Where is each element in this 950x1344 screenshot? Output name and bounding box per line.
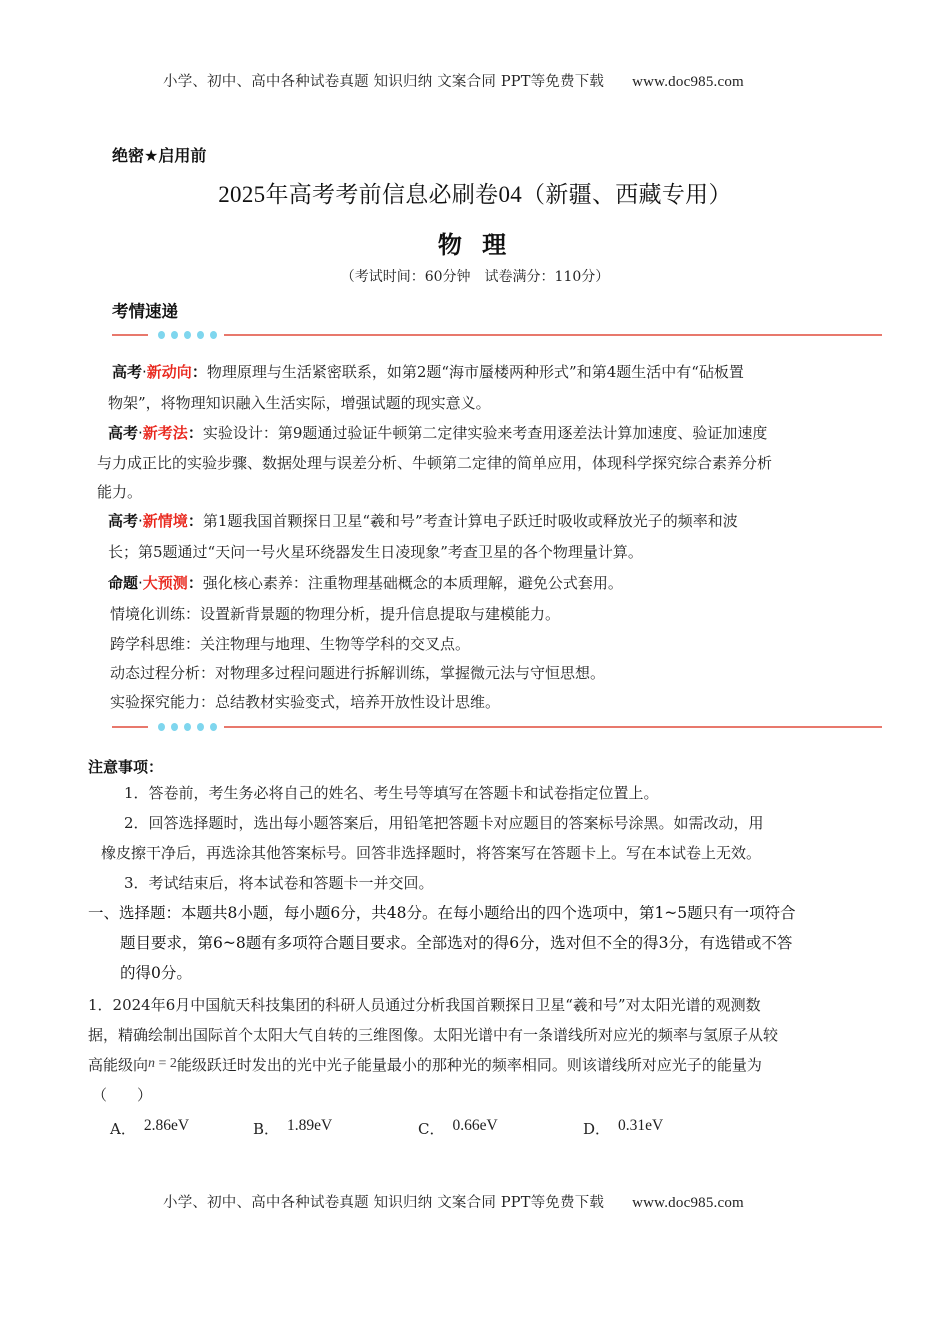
dot-icon	[158, 331, 165, 339]
decorative-divider-bottom	[112, 722, 882, 732]
divider-dots	[158, 723, 217, 731]
question-1-text: 高能级向n = 2能级跃迁时发出的光中光子能量最小的那种光的频率相同。则该谱线所对应光子的能量为	[88, 1056, 762, 1074]
briefing-item-new-scenario: 高考·新情境：第1题我国首颗探日卫星“羲和号”考查计算电子跃迁时吸收或释放光子的频率和波	[108, 512, 738, 530]
briefing-item-text: 能力。	[97, 483, 143, 501]
footer-url[interactable]: www.doc985.com	[632, 1195, 744, 1211]
dot-icon	[210, 331, 217, 339]
dot-icon	[171, 331, 178, 339]
briefing-heading: 考情速递	[112, 302, 178, 321]
note-line: 2．回答选择题时，选出每小题答案后，用铅笔把答题卡对应题目的答案标号涂黑。如需改动，用	[124, 814, 764, 832]
item-label: 命题·大预测：	[108, 574, 203, 592]
page-footer	[163, 1191, 744, 1212]
divider-line-long	[224, 334, 882, 336]
section-text: 的得0分。	[120, 964, 192, 982]
briefing-item-new-trend: 高考·新动向：物理原理与生活紧密联系，如第2题“海市蜃楼两种形式”和第4题生活中有“砧板置	[112, 363, 744, 381]
dot-icon	[158, 723, 165, 731]
note-line: 橡皮擦干净后，再选涂其他答案标号。回答非选择题时，将答案写在答题卡上。写在本试卷上无效。	[101, 844, 762, 862]
dot-icon	[184, 331, 191, 339]
secret-mark: 绝密★启用前	[112, 146, 207, 165]
option-b[interactable]: B． 1.89eV	[253, 1117, 333, 1138]
section-heading-choice: 一、选择题：本题共8小题，每小题6分，共48分。在每小题给出的四个选项中，第1~5题只有一项符合	[88, 904, 796, 922]
note-line: 3．考试结束后，将本试卷和答题卡一并交回。	[124, 874, 434, 892]
question-1-text: 据，精确绘制出国际首个太阳大气自转的三维图像。太阳光谱中有一条谱线所对应光的频率与氢原子从较	[88, 1026, 779, 1044]
option-d[interactable]: D． 0.31eV	[583, 1117, 664, 1138]
option-c[interactable]: C． 0.66eV	[418, 1117, 498, 1138]
divider-line-short	[112, 726, 148, 728]
item-label: 高考·新考法：	[108, 424, 203, 442]
option-a[interactable]: A． 2.86eV	[110, 1117, 190, 1138]
notes-title: 注意事项：	[88, 758, 164, 776]
divider-dots	[158, 331, 217, 339]
divider-line-short	[112, 334, 148, 336]
briefing-extra-line: 情境化训练：设置新背景题的物理分析，提升信息提取与建模能力。	[110, 605, 561, 623]
header-text: 小学、初中、高中各种试卷真题 知识归纳 文案合同 PPT等免费下载	[163, 74, 605, 90]
dot-icon	[171, 723, 178, 731]
decorative-divider-top	[112, 330, 882, 340]
note-line: 1．答卷前，考生务必将自己的姓名、考生号等填写在答题卡和试卷指定位置上。	[124, 784, 659, 802]
briefing-extra-line: 动态过程分析：对物理多过程问题进行拆解训练，掌握微元法与守恒思想。	[110, 664, 606, 682]
dot-icon	[197, 331, 204, 339]
math-expression: n = 2	[148, 1056, 177, 1071]
briefing-item-text: 物架”，将物理知识融入生活实际，增强试题的现实意义。	[108, 394, 491, 412]
footer-text: 小学、初中、高中各种试卷真题 知识归纳 文案合同 PPT等免费下载	[163, 1195, 605, 1211]
page-header	[163, 70, 744, 91]
briefing-extra-line: 实验探究能力：总结教材实验变式，培养开放性设计思维。	[110, 693, 501, 711]
dot-icon	[210, 723, 217, 731]
briefing-item-text: 与力成正比的实验步骤、数据处理与误差分析、牛顿第二定律的简单应用，体现科学探究综合素养分析	[97, 454, 773, 472]
answer-blank: （ ）	[92, 1086, 153, 1104]
item-label: 高考·新动向：	[112, 363, 207, 381]
subject-title: 物 理	[437, 231, 513, 259]
briefing-item-text: 长；第5题通过“天问一号火星环绕器发生日凌现象”考查卫星的各个物理量计算。	[108, 543, 643, 561]
item-label: 高考·新情境：	[108, 512, 203, 530]
briefing-item-new-method: 高考·新考法：实验设计：第9题通过验证牛顿第二定律实验来考查用逐差法计算加速度、验证加速度	[108, 424, 768, 442]
briefing-extra-line: 跨学科思维：关注物理与地理、生物等学科的交叉点。	[110, 635, 471, 653]
page-title: 2025年高考考前信息必刷卷04（新疆、西藏专用）	[218, 182, 732, 207]
section-text: 题目要求，第6~8题有多项符合题目要求。全部选对的得6分，选对但不全的得3分，有选错或不答	[120, 934, 793, 952]
question-1-text: 1．2024年6月中国航天科技集团的科研人员通过分析我国首颗探日卫星“羲和号”对太阳光谱的观测数	[88, 996, 761, 1014]
header-url[interactable]: www.doc985.com	[632, 74, 744, 90]
divider-line-long	[224, 726, 882, 728]
dot-icon	[184, 723, 191, 731]
dot-icon	[197, 723, 204, 731]
exam-info: （考试时间：60分钟 试卷满分：110分）	[340, 269, 610, 285]
briefing-item-prediction: 命题·大预测：强化核心素养：注重物理基础概念的本质理解，避免公式套用。	[108, 574, 623, 592]
